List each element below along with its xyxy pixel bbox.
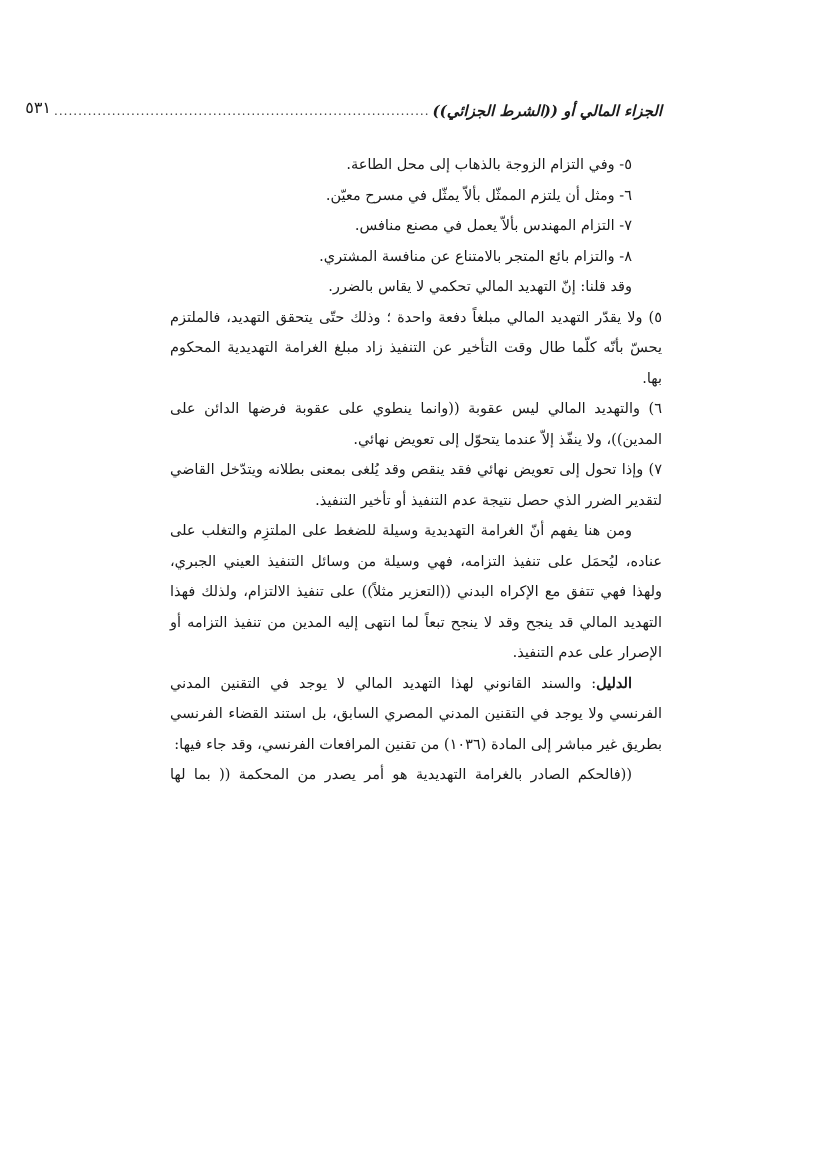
quote-line: ((فالحكم الصادر بالغرامة التهديدية هو أمر يصدر من المحكمة (( بما لها	[170, 767, 632, 783]
list-item: ٨- والتزام بائع المتجر بالامتناع عن منافسة المشتري.	[319, 248, 632, 265]
list-item: ٦- ومثل أن يلتزم الممثّل بألاّ يمثّل في مسرح معيّن.	[325, 187, 632, 204]
body-text	[170, 150, 662, 791]
paragraph-point-7: ٧) وإذا تحول إلى تعويض نهائي فقد ينقص وقد يُلغى بمعنى بطلانه ويتدّخل القاضي لتقدير الضرر الذي حصل نتيجة عدم التنفيذ أو تأخير التنفيذ.	[170, 462, 662, 509]
paragraph-point-6: ٦) والتهديد المالي ليس عقوبة ((وانما ينطوي على عقوبة فرضها الدائن على المدين))، ولا ينفّذ إلاّ عندما يتحوّل إلى تعويض نهائي.	[170, 401, 662, 448]
header-leader-dots: ..............................................................................	[54, 104, 430, 118]
list-item: ٧- التزام المهندس بألاّ يعمل في مصنع منافس.	[354, 218, 632, 234]
paragraph-explanation: ومن هنا يفهم أنّ الغرامة التهديدية وسيلة للضغط على الملتزِم والتغلب على عناده، ليُحمَل على تنفيذ التزامه، فهي وسيلة من وسائل التنفيذ العيني الجبري، ولهذا فهي تتفق مع الإكراه البدني ((التعزير مثلاً)) على تنفيذ الالتزام، ولذلك فهذا التهديد المالي قد ينجح وقد لا ينجح تبعاً لما انتهى إليه المدين من تنفيذ التزامه أو الإصرار على عدم التنفيذ.	[170, 523, 662, 661]
paragraph-point-5: ٥) ولا يقدّر التهديد المالي مبلغاً دفعة واحدة ؛ وذلك حتّى يتحقق التهديد، فالملتزم يحسّ بأنّه كلّما طال وقت التأخير عن التنفيذ زاد مبلغ الغرامة التهديدية المحكوم بها.	[170, 309, 662, 387]
statement-line: وقد قلنا: إنّ التهديد المالي تحكمي لا يقاس بالضرر.	[328, 279, 632, 295]
evidence-text: : والسند القانوني لهذا التهديد المالي لا يوجد في التقنين المدني الفرنسي ولا يوجد في التقنين المدني المصري السابق، بل استند القضاء الفرنسي بطريق غير مباشر إلى المادة (١٠٣٦) من تقنين المرافعات الفرنسي، وقد جاء فيها:	[170, 675, 662, 753]
header-title: الجزاء المالي أو ((الشرط الجزائي))	[432, 102, 662, 120]
evidence-label: الدليل	[596, 674, 632, 692]
paragraph-evidence	[170, 669, 662, 761]
running-header	[25, 90, 662, 120]
list-item: ٥- وفي التزام الزوجة بالذهاب إلى محل الطاعة.	[346, 157, 632, 173]
page-number: ٥٣١	[25, 98, 51, 117]
